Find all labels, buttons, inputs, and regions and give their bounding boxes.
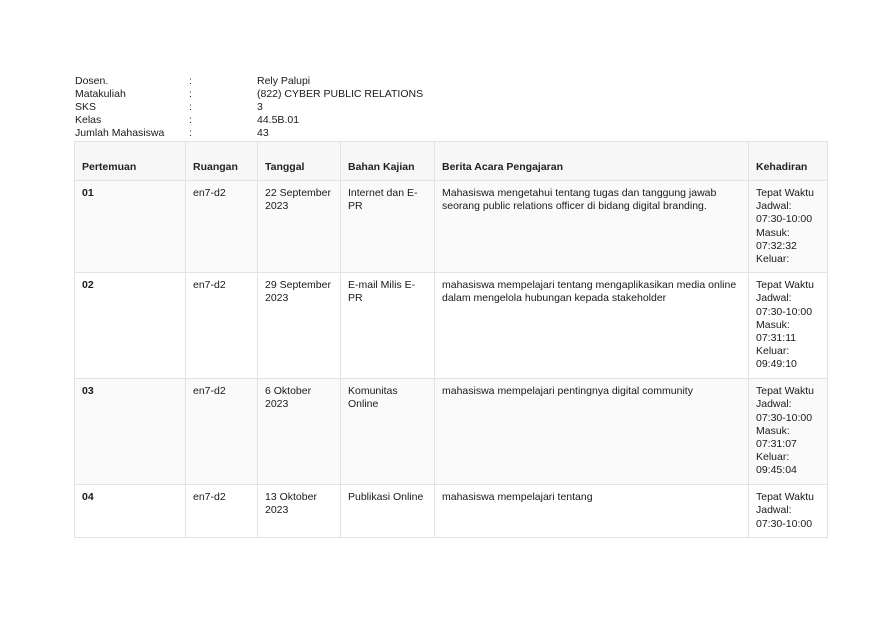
cell-tanggal: 29 September 2023 xyxy=(258,273,341,379)
info-value: 43 xyxy=(257,127,269,139)
cell-bahan-kajian: Komunitas Online xyxy=(341,379,435,485)
info-row-kelas xyxy=(75,114,423,127)
kehadiran-line: Keluar: xyxy=(756,253,790,266)
cell-berita-acara: mahasiswa mempelajari pentingnya digital community xyxy=(435,379,749,485)
cell-ruangan: en7-d2 xyxy=(186,273,258,379)
kehadiran-line: 07:32:32 xyxy=(756,239,797,252)
cell-kehadiran xyxy=(749,181,828,273)
table-row xyxy=(75,485,828,538)
cell-ruangan: en7-d2 xyxy=(186,181,258,273)
column-header-berita-acara: Berita Acara Pengajaran xyxy=(435,142,749,181)
cell-bahan-kajian: Internet dan E-PR xyxy=(341,181,435,273)
column-header-ruangan: Ruangan xyxy=(186,142,258,181)
kehadiran-line: Jadwal: xyxy=(756,200,792,213)
cell-pertemuan: 04 xyxy=(75,485,186,538)
cell-berita-acara: mahasiswa mempelajari tentang mengaplikasikan media online dalam mengelola hubungan kepada stakeholder xyxy=(435,273,749,379)
column-header-tanggal: Tanggal xyxy=(258,142,341,181)
info-colon: : xyxy=(189,88,192,100)
kehadiran-line: 07:30-10:00 xyxy=(756,305,813,318)
info-row-sks xyxy=(75,101,423,114)
cell-kehadiran xyxy=(749,485,828,538)
info-label: Kelas xyxy=(75,114,102,126)
table-header-row xyxy=(75,142,828,181)
kehadiran-line: Jadwal: xyxy=(756,504,792,517)
info-label: Jumlah Mahasiswa xyxy=(75,127,165,139)
kehadiran-line: Tepat Waktu xyxy=(756,187,814,199)
cell-kehadiran xyxy=(749,273,828,379)
column-header-kehadiran: Kehadiran xyxy=(749,142,828,181)
cell-tanggal: 13 Oktober 2023 xyxy=(258,485,341,538)
kehadiran-line: Tepat Waktu xyxy=(756,385,814,398)
cell-bahan-kajian: Publikasi Online xyxy=(341,485,435,538)
table-row xyxy=(75,273,828,379)
cell-tanggal: 6 Oktober 2023 xyxy=(258,379,341,485)
kehadiran-line: Keluar: xyxy=(756,451,790,464)
kehadiran-line: Tepat Waktu xyxy=(756,491,814,504)
column-header-bahan-kajian: Bahan Kajian xyxy=(341,142,435,181)
kehadiran-line: Masuk: xyxy=(756,226,790,239)
table-row xyxy=(75,181,828,273)
kehadiran-line: 09:49:10 xyxy=(756,358,797,371)
column-header-pertemuan: Pertemuan xyxy=(75,142,186,181)
cell-kehadiran xyxy=(749,379,828,485)
cell-pertemuan: 02 xyxy=(75,273,186,379)
info-colon: : xyxy=(189,114,192,126)
kehadiran-line: 07:31:07 xyxy=(756,438,797,451)
info-value: (822) CYBER PUBLIC RELATIONS xyxy=(257,88,424,100)
cell-bahan-kajian: E-mail Milis E-PR xyxy=(341,273,435,379)
info-label: SKS xyxy=(75,101,97,113)
kehadiran-line: 07:30-10:00 xyxy=(756,517,813,530)
info-label: Matakuliah xyxy=(75,88,126,100)
info-value: 3 xyxy=(257,101,263,113)
info-colon: : xyxy=(189,127,192,139)
kehadiran-line: Keluar: xyxy=(756,345,790,358)
kehadiran-line: Jadwal: xyxy=(756,292,792,305)
kehadiran-line: Jadwal: xyxy=(756,398,792,411)
kehadiran-line: 07:30-10:00 xyxy=(756,411,813,424)
kehadiran-line: 09:45:04 xyxy=(756,464,797,477)
cell-tanggal: 22 September 2023 xyxy=(258,181,341,273)
info-colon: : xyxy=(189,101,192,113)
info-value: 44.5B.01 xyxy=(257,114,300,126)
info-row-jumlah-mahasiswa xyxy=(75,127,423,140)
cell-pertemuan: 01 xyxy=(75,181,186,273)
table-row xyxy=(75,379,828,485)
cell-berita-acara: Mahasiswa mengetahui tentang tugas dan tanggung jawab seorang public relations officer di bidang digital branding. xyxy=(435,181,749,273)
cell-pertemuan: 03 xyxy=(75,379,186,485)
kehadiran-line: Tepat Waktu xyxy=(756,279,814,292)
info-row-matakuliah xyxy=(75,88,423,101)
attendance-table xyxy=(74,141,828,538)
cell-ruangan: en7-d2 xyxy=(186,379,258,485)
kehadiran-line: Masuk: xyxy=(756,318,790,331)
course-info xyxy=(75,75,423,140)
kehadiran-line: Masuk: xyxy=(756,424,790,437)
info-value: Rely Palupi xyxy=(257,75,311,87)
info-row-dosen xyxy=(75,75,423,88)
info-label: Dosen. xyxy=(75,75,109,87)
kehadiran-line: 07:30-10:00 xyxy=(756,213,813,226)
cell-berita-acara: mahasiswa mempelajari tentang xyxy=(435,485,749,538)
kehadiran-line: 07:31:11 xyxy=(756,332,797,345)
info-colon: : xyxy=(189,75,192,87)
cell-ruangan: en7-d2 xyxy=(186,485,258,538)
